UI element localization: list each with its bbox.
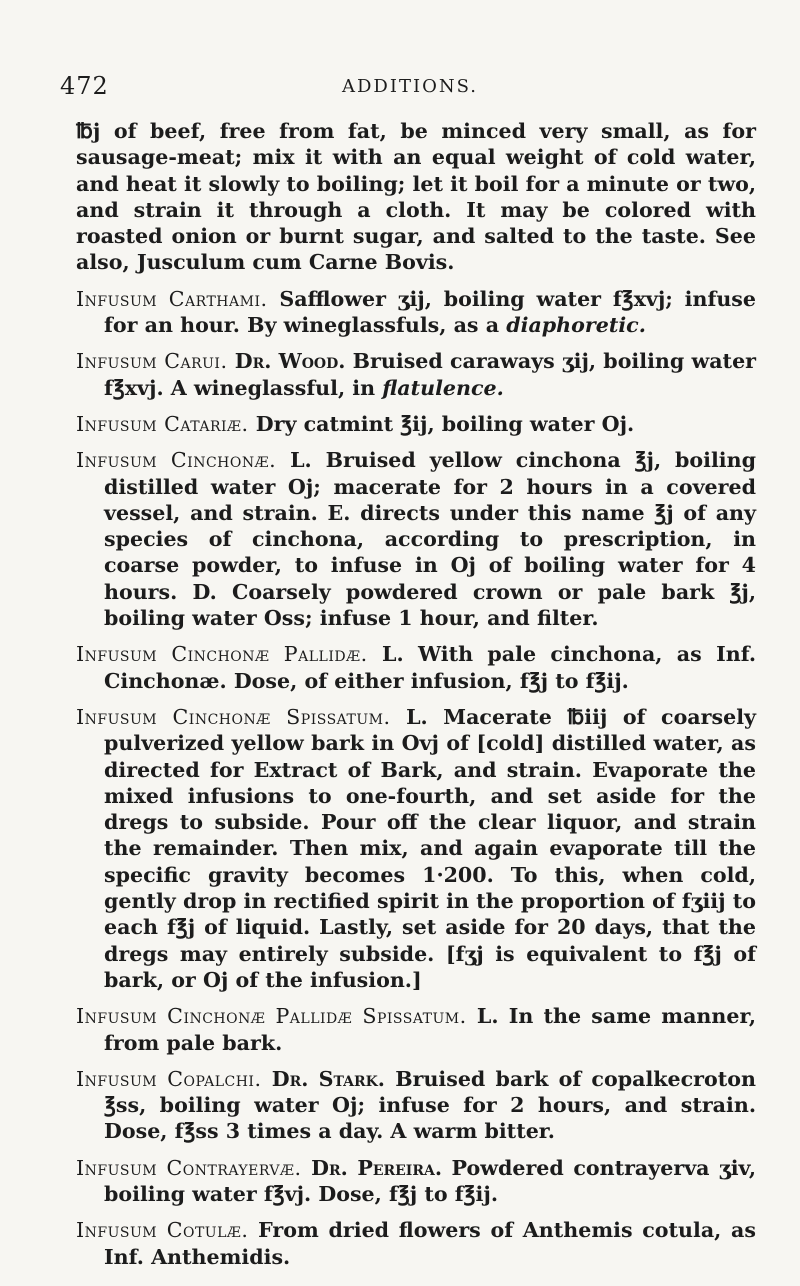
entry-author: Dr. Wood. bbox=[234, 349, 346, 374]
entry-text: Bruised bark of copalkecroton ℥ss, boiling water Oj; infuse for 2 hours, and strain. Dose, f℥ss 3 times a day. A warm bitter. bbox=[104, 1066, 756, 1144]
entry-text: L. Bruised yellow cinchona ℥j, boiling distilled water Oj; macerate for 2 hours in a covered vessel, and strain. E. directs under this name ℥j of any species of cinchona, according to prescription, in coarse powder, to infuse in Oj of boiling water for 4 hours. D. Coarsely powdered crown or pale bark ℥j, boiling water Oss; infuse 1 hour, and filter. bbox=[104, 448, 757, 631]
entry-term: Infusum Cinchonæ Pallidæ Spissatum. bbox=[76, 1004, 467, 1029]
entry-text: From dried flowers of Anthemis cotula, as Inf. Anthemidis. bbox=[104, 1218, 756, 1269]
entry-term: Infusum Cinchonæ Spissatum. bbox=[76, 704, 391, 729]
entry-author: Dr. Stark. bbox=[271, 1066, 385, 1091]
page-header bbox=[60, 72, 760, 102]
entry-text: L. With pale cinchona, as Inf. Cinchonæ. Dose, of either infusion, f℥j to f℥ij. bbox=[104, 642, 756, 693]
intro-paragraph: ℔j of beef, free from fat, be minced very small, as for sausage-meat; mix it with an equal weight of cold water, and heat it slowly to boiling; let it boil for a minute or two, and strain it through a cloth. It may be colored with roasted onion or burnt sugar, and salted to the taste. See also, Jusculum cum Carne Bovis. bbox=[76, 119, 756, 275]
entry-text: Bruised caraways ʒij, boiling water f℥xvj. A wineglassful, in bbox=[104, 349, 757, 400]
entry-infusum-copalchi bbox=[76, 1066, 756, 1145]
entry-term: Infusum Cinchonæ Pallidæ. bbox=[76, 642, 368, 667]
page-body bbox=[76, 118, 756, 1280]
entry-term: Infusum Carui. bbox=[76, 349, 228, 374]
page-number: 472 bbox=[60, 72, 109, 100]
entry-infusum-carui bbox=[76, 348, 756, 401]
entry-infusum-cinchonae-pallidae bbox=[76, 641, 756, 694]
entry-term: Infusum Catariæ. bbox=[76, 411, 249, 436]
running-title: ADDITIONS. bbox=[341, 76, 478, 97]
entry-italic: flatulence. bbox=[382, 375, 504, 400]
entry-term: Infusum Cinchonæ. bbox=[76, 448, 277, 473]
entry-infusum-cotulae bbox=[76, 1217, 756, 1270]
entry-text: L. In the same manner, from pale bark. bbox=[104, 1004, 756, 1055]
entry-text: Safflower ʒij, boiling water f℥xvj; infuse for an hour. By wineglassfuls, as a bbox=[104, 286, 756, 338]
entry-text: Powdered contrayerva ʒiv, boiling water f℥vj. Dose, f℥j to f℥ij. bbox=[104, 1155, 757, 1206]
entry-infusum-catariae bbox=[76, 411, 756, 437]
entry-italic: diaphoretic. bbox=[506, 313, 646, 338]
entry-infusum-contrayervae bbox=[76, 1155, 756, 1208]
entry-term: Infusum Copalchi. bbox=[76, 1066, 262, 1091]
entry-infusum-carthami bbox=[76, 286, 756, 339]
entry-infusum-cinchonae-pallidae-spissatum bbox=[76, 1003, 756, 1056]
entry-term: Infusum Contrayervæ. bbox=[76, 1155, 302, 1180]
entry-term: Infusum Carthami. bbox=[76, 286, 268, 311]
entry-term: Infusum Cotulæ. bbox=[76, 1218, 249, 1243]
entry-text: L. Macerate ℔iij of coarsely pulverized yellow bark in Ovj of [cold] distilled water, as directed for Extract of Bark, and strain. Evaporate the mixed infusions to one-fourth, and set aside for the dregs to subside. Pour off the clear liquor, and strain the remainder. Then mix, and again evaporate till the specific gravity becomes 1·200. To this, when cold, gently drop in rectified spirit in the proportion of fʒiij to each f℥j of liquid. Lastly, set aside for 20 days, that the dregs may entirely subside. [fʒj is equivalent to f℥j of bark, or Oj of the infusion.] bbox=[104, 704, 756, 992]
entry-infusum-cinchonae-spissatum bbox=[76, 704, 756, 993]
entry-infusum-cinchonae bbox=[76, 447, 756, 631]
entry-text: Dry catmint ℥ij, boiling water Oj. bbox=[255, 411, 635, 436]
entry-author: Dr. Pereira. bbox=[311, 1155, 443, 1180]
